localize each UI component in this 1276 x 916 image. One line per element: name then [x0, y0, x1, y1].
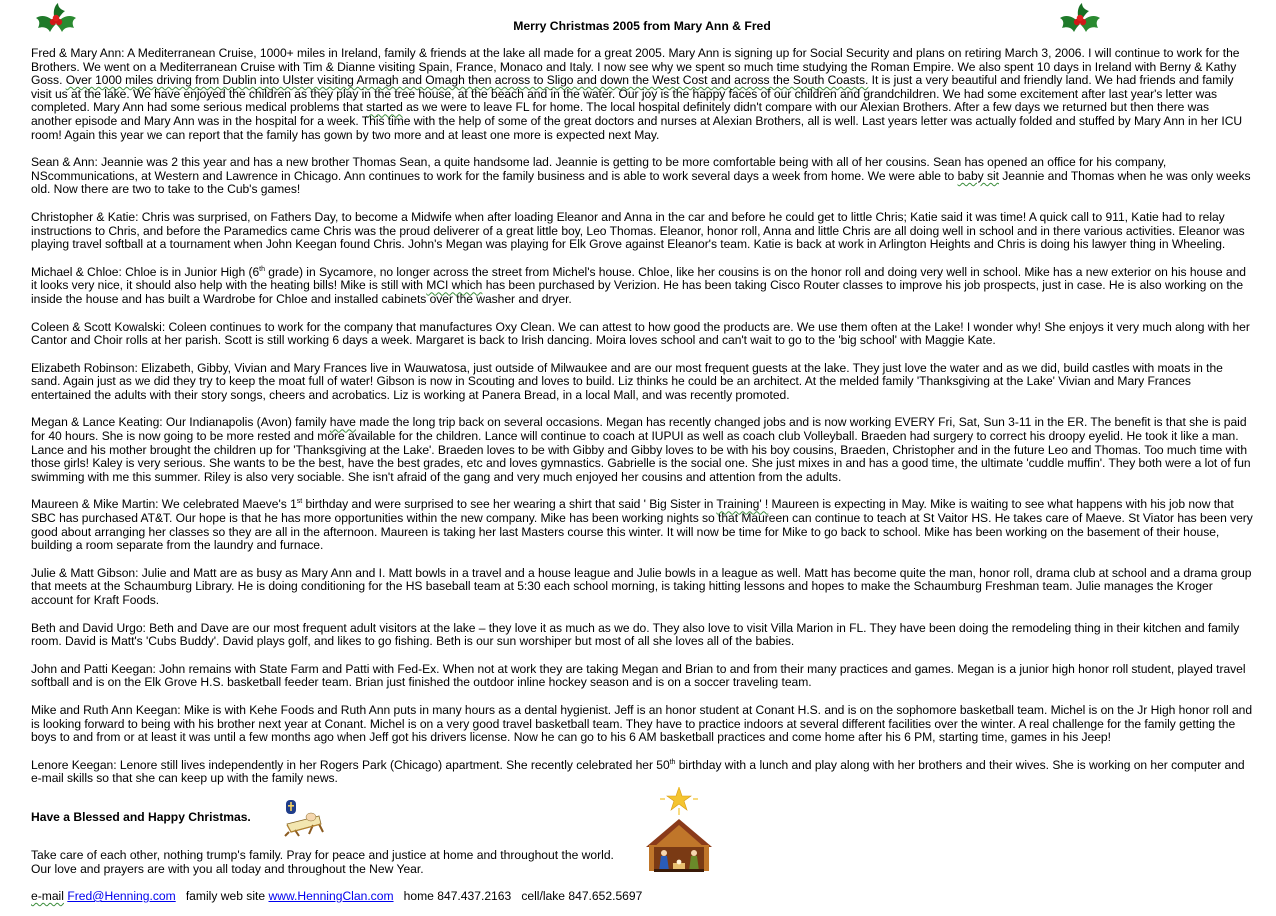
cell-phone: cell/lake 847.652.5697 — [521, 889, 643, 903]
home-phone: home 847.437.2163 — [403, 889, 512, 903]
contact-line — [31, 889, 642, 903]
paragraph-maureen-mike: Maureen & Mike Martin: We celebrated Maeve's 1st birthday and were surprised to see her wearing a shirt that said ' Big Sister in Training' ! Maureen is expecting in May. Mike is waiting to see what happens with his job now that SBC has purchased AT&T. Our hope is that he has more opportunities within the new company. Mike has been working nights so that Maureen can continue to teach at St Vaitor HS. He takes care of Maeve. St Viator has been very good about arranging her classes so they are all in the afternoon. Maureen is taking her last Masters course this winter. It will now be time for Mike to go back to school. Mike has been working on the basement of their house, building a room separate from the laundry and furnace. — [31, 497, 1253, 553]
paragraph-christopher-katie: Christopher & Katie: Chris was surprised, on Fathers Day, to become a Midwife when after loading Eleanor and Anna in the car and before he could get to little Chris; Katie said it was time! A quick call to 911, Katie had to relay instructions to Chris, and before the Paramedics came Chris was the proud deliverer of a great little boy, Leo Thomas. Eleanor, honor roll, Anna and little Chris are all doing well in school and in there various activities. Eleanor was playing travel softball at a tournament when John Keegan found Chris. John's Megan was playing for Elk Grove against Eleanor's team. Katie is back at work in Arlington Heights and Chris is doing his lawyer thing in Wheeling. — [31, 209, 1245, 252]
site-label: family web site — [185, 889, 266, 903]
paragraph-lenore: Lenore Keegan: Lenore still lives independently in her Rogers Park (Chicago) apartment. She recently celebrated her 50th birthday with a lunch and play along with her brothers and their wives. She is working on her computer and e-mail skills so that she can keep up with the family news. — [31, 757, 1245, 786]
cradle-icon — [281, 798, 325, 838]
paragraph-fred-mary-ann: Fred & Mary Ann: A Mediterranean Cruise, 1000+ miles in Ireland, family & friends at the lake all made for a great 2005. Mary Ann is signing up for Social Security and plans on retiring March 3, 2006. I will continue to work for the Brothers. We went on a Mediterranean Cruise with Tim & Dianne visiting Spain, France, Monaco and Italy. I now see why we spent so much time studying the Roman Empire. We also spent 10 days in Ireland with Berny & Kathy Goss. Over 1000 miles driving from Dublin into Ulster visiting Armagh and Omagh then across to Sligo and down the West Cost and across the South Coasts. It is just a very beautiful and friendly land. We had friends and family visit us at the lake. We have enjoyed the children as they play in the tree house, at the beach and in the water. Our joy is the happy faces of our children and grandchildren. We had some excitement after last year's letter was completed. Mary Ann had some serious medical problems that started as we were to leave FL for home. The local hospital definitely didn't compare with our Alexian Brothers. After a few days we returned but then there was another episode and Mary Ann was in the hospital for a week. This time with the help of some of the great doctors and nurses at Alexian Brothers, all is well. Last years letter was actually folded and stuffed by Mary Ann in her ICU room! Again this year we can report that the family has gown by two more and at least one more is expected next May. — [31, 46, 1243, 142]
paragraph-sean-ann: Sean & Ann: Jeannie was 2 this year and has a new brother Thomas Sean, a quite handsome lad. Jeannie is getting to be more comfortable being with all of her cousins. Sean has opened an office for his company, NScommunications, at Western and Lawrence in Chicago. Ann continues to work for the family business and is able to work several days a week from home. We were able to baby sit Jeannie and Thomas when he was only weeks old. Now there are two to take to the Cub's games! — [31, 155, 1251, 197]
paragraph-mike-ruth-ann: Mike and Ruth Ann Keegan: Mike is with Kehe Foods and Ruth Ann puts in many hours as a dental hygienist. Jeff is an honor student at Conant H.S. and is on the sophomore basketball team. Michel is on the Jr High honor roll and is looking forward to being with his brother next year at Conant. Michel is on a very good travel basketball team. They have to practice indoors at several different facilities over the winter. A real challenge for the family getting the boys to and from or at least it was until a few months ago when Jeff got his drivers license. Now he can go to his 6 AM basketball practices and come home after his 6 PM, starting time, games in his Jeep! — [31, 702, 1253, 745]
nativity-icon — [640, 787, 718, 873]
paragraph-coleen-scott: Coleen & Scott Kowalski: Coleen continues to work for the company that manufactures Oxy Clean. We can attest to how good the products are. We use them often at the Lake! I wonder why! She enjoys it very much along with her Cantor and Choir rolls at her parish. Scott is still working 6 days a week. Margaret is back to Irish dancing. Moira loves school and can't wait to go to the 'big school' with Maggie Kate. — [31, 319, 1250, 348]
letter-body — [31, 47, 1253, 834]
farewell-text — [31, 849, 651, 876]
paragraph-elizabeth: Elizabeth Robinson: Elizabeth, Gibby, Vivian and Mary Frances live in Wauwatosa, just outside of Milwaukee and are our most frequent guests at the lake. They just love the water and as we did, build castles with moats in the sand. Again just as we did they try to keep the moat full of water! Gibson is now in Scouting and loves to build. Liz thinks he could be an architect. At the melded family 'Thanksgiving at the Lake' Vivian and Mary Frances entertained the adults with their story songs, cheers and acrobatics. Liz is working at Panera Bread, in a local Mall, and was recently promoted. — [31, 360, 1223, 402]
website-link[interactable]: www.HenningClan.com — [268, 889, 394, 903]
paragraph-michael-chloe: Michael & Chloe: Chloe is in Junior High (6th grade) in Sycamore, no longer across the street from Michel's house. Chloe, like her cousins is on the honor roll and doing very well in school. Mike has a new exterior on his house and it looks very nice, it should also help with the heating bills! Mike is still with MCI which has been purchased by Verizion. He has been taking Cisco Router classes to improve his job prospects, just in case. He is also working on the inside the house and has built a Wardrobe for Chloe and installed cabinets over the washer and dryer. — [31, 264, 1246, 306]
letter-title: Merry Christmas 2005 from Mary Ann & Fred — [513, 19, 771, 33]
paragraph-john-patti: John and Patti Keegan: John remains with State Farm and Patti with Fed-Ex. When not at work they are taking Megan and Brian to and from their many practices and games. Megan is a junior high honor roll student, played travel softball and is on the Elk Grove H.S. basketball feeder team. Brian just finished the outdoor inline hockey season and is on a soccer traveling team. — [31, 661, 1246, 690]
paragraph-beth-david: Beth and David Urgo: Beth and Dave are our most frequent adult visitors at the lake – they love it as much as we do. They also love to visit Villa Marion in FL. They have been doing the remodeling thing in their kitchen and family room. David is Matt's 'Cubs Buddy'. David plays golf, and likes to go fishing. Beth is our sun worshiper but most of all she loves all of the babies. — [31, 620, 1240, 649]
email-link[interactable]: Fred@Henning.com — [67, 889, 176, 903]
holly-icon — [1058, 2, 1102, 38]
paragraph-megan-lance: Megan & Lance Keating: Our Indianapolis (Avon) family have made the long trip back on several occasions. Megan has recently changed jobs and is now working EVERY Fri, Sat, Sun 3-11 in the ER. The benefit is that she is paid for 40 hours. She is now going to be more rested and more available for the children. Lance will continue to coach at IUPUI as well as coach club Volleyball. Braeden had surgery to correct his droopy eyelid. He took it like a man. Lance and his mother brought the children up for 'Thanksgiving at the Lake'. Braeden loves to be with Gibby and Gibby loves to be with his boy cousins, Braeden, Christopher and in the future Leo and Thomas. Too much time with those girls! Kaley is very serious. She wants to be the best, have the best grades, etc and loves gymnastics. Gabrielle is the social one. She just mixes in and has a good time, the ultimate 'cuddle muffin'. They both were a lot of fun swimming with me this summer. Riley is also very sociable. She isn't afraid of the gang and very much enjoyed her cousins and attention from the adults. — [31, 415, 1251, 484]
greeting: Have a Blessed and Happy Christmas. — [31, 809, 251, 824]
email-label: e-mail — [31, 889, 64, 903]
farewell-line: Our love and prayers are with you all today and throughout the New Year. — [31, 861, 424, 876]
farewell-line: Take care of each other, nothing trump's family. Pray for peace and justice at home and throughout the world. — [31, 848, 614, 862]
paragraph-julie-matt: Julie & Matt Gibson: Julie and Matt are as busy as Mary Ann and I. Matt bowls in a travel and a house league and Julie bowls in a league as well. Matt has become quite the man, honor roll, drama club at school and a drama group that meets at the Schaumburg Library. He is doing conditioning for the HS baseball team at 5:30 each school morning, is taking hitting lessons and hopes to make the Schaumburg Freshman team. Julie manages the Kroger account for Kraft Foods. — [31, 565, 1252, 607]
